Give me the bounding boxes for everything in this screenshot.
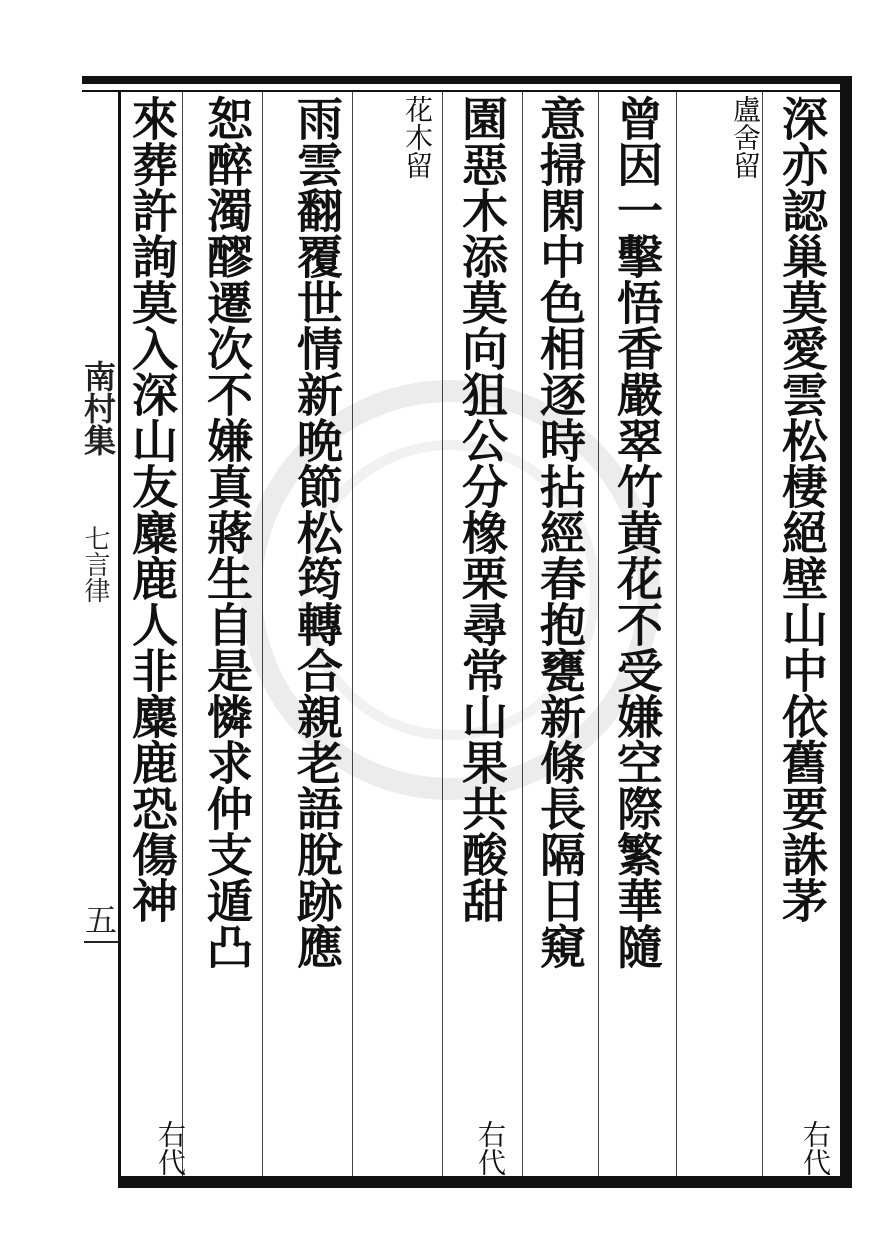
column-rule <box>352 92 353 1176</box>
column-rule <box>522 92 523 1176</box>
poem-title: 盧舍留 <box>729 95 762 179</box>
poem-line: 曾因一擊悟香嚴翠竹黄花不受嫌空際繁華隨 <box>610 95 664 969</box>
section-label: 七言律 <box>80 525 110 603</box>
frame-right-border <box>840 76 852 1188</box>
poem-title: 花木留 <box>401 95 434 179</box>
column-rule <box>676 92 677 1176</box>
column-rule <box>442 92 443 1176</box>
frame-top-inner-border <box>82 90 844 92</box>
column-rule <box>598 92 599 1176</box>
column-rule <box>762 92 763 1176</box>
poem-line: 來葬許詢莫入深山友麋鹿人非麋鹿恐傷神 <box>125 95 179 923</box>
column-rule <box>182 92 183 1176</box>
poem-line: 園惡木添莫向狙公分橡栗尋常山果共酸甜 <box>455 95 509 923</box>
attribution-note: 右代 <box>799 1120 832 1176</box>
page-number: 五 <box>84 895 118 943</box>
column-rule <box>262 92 263 1176</box>
attribution-note: 右代 <box>154 1120 187 1176</box>
book-title: 南村集 <box>79 360 117 456</box>
attribution-note: 右代 <box>474 1120 507 1176</box>
frame-left-border <box>118 90 121 1188</box>
poem-line: 意掃閑中色相逐時拈經春抱甕新條長隔日窺 <box>533 95 587 969</box>
poem-line: 恕醉濁醪遷次不嫌真蔣生自是憐求仲支遁凸 <box>200 95 254 969</box>
poem-line: 深亦認巢莫愛雲松棲絕壁山中依舊要誅茅 <box>775 95 829 923</box>
frame-top-border <box>82 76 852 84</box>
poem-line: 雨雲翻覆世情新晩節松筠轉合親老語脫跡應 <box>290 95 344 969</box>
